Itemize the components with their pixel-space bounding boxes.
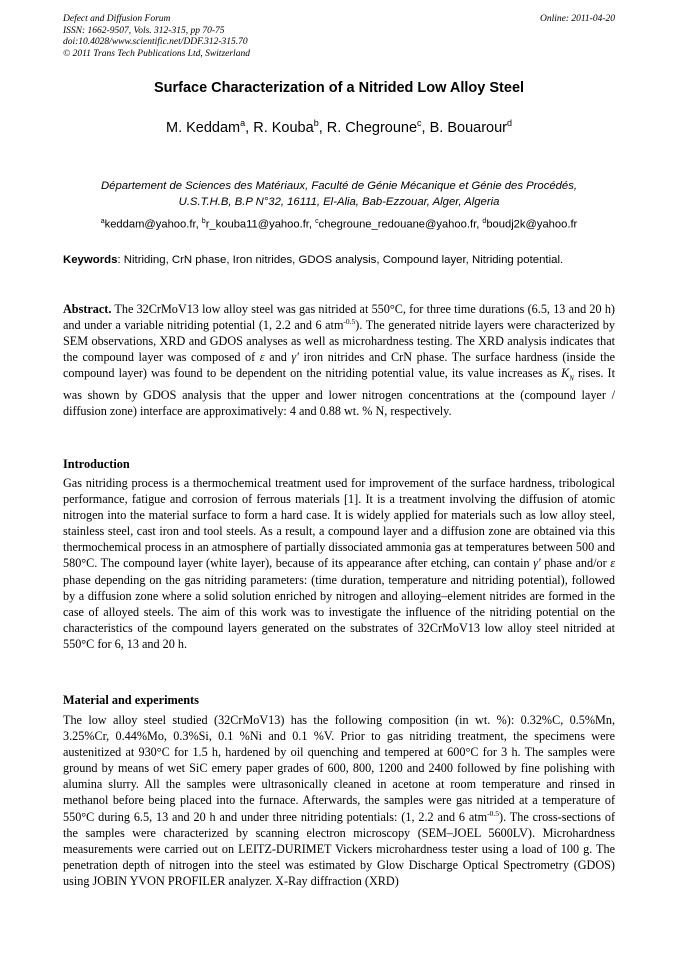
author-name: R. Kouba xyxy=(253,119,314,136)
materials-paragraph: The low alloy steel studied (32CrMoV13) has the following composition (in wt. %): 0.32%C, 0.5%Mn, 3.25%Cr, 0.44%Mo, 0.3%Si, 0.1 %Ni and 0.1 %V. Prior to gas nitriding treatment, the specimens were austenitized at 930°C for 1.5 h, hardened by oil quenching and tempered at 600°C for 3 h. The samples were ground by means of wet SiC emery paper grades of 600, 800, 1200 and 2400 followed by fine polishing with alumina slurry. All the samples were ultrasonically cleaned in acetone at room temperature and rinsed in methanol before being placed into the furnace. Afterwards, the samples were gas nitrided at a temperature of 550°C during 6.5, 13 and 20 h and under three nitriding potentials: (1, 2.2 and 6 atm$^{-0.5}$). The cross-sections of the samples were characterized by scanning electron microscopy (SEM–JOEL 5600LV). Microhardness measurements were carried out on LEITZ-DURIMET Vickers microhardness tester using a load of 100 g. The penetration depth of nitrogen into the steel was estimated by Glow Discharge Optical Spectrometry (GDOS) using JOBIN YVON PROFILER analyzer. X-Ray diffraction (XRD) xyxy=(63,713,616,888)
section-heading-introduction: Introduction xyxy=(63,457,130,471)
author-name: M. Keddam xyxy=(165,119,241,136)
doi-line: doi:10.4028/www.scientific.net/DDF.312-315.70 xyxy=(63,37,248,47)
email-mark: a xyxy=(100,218,105,225)
abstract-label: Abstract. xyxy=(63,302,112,316)
gamma-prime-symbol: γ′ xyxy=(533,556,541,571)
keywords-text: : Nitriding, CrN phase, Iron nitrides, GDOS analysis, Compound layer, Nitriding potential. xyxy=(117,254,564,266)
online-date: Online: 2011-04-20 xyxy=(539,14,615,24)
journal-name: Defect and Diffusion Forum xyxy=(63,14,171,24)
email-mark: d xyxy=(482,218,487,225)
gamma-prime-symbol: γ′ xyxy=(291,350,299,365)
author-affil-mark: b xyxy=(313,118,319,128)
author-affil-mark: d xyxy=(507,118,513,128)
email-mark: c xyxy=(315,218,319,225)
email-address[interactable]: boudj2k@yahoo.fr xyxy=(486,218,578,231)
email-address[interactable]: chegroune_redouane@yahoo.fr xyxy=(318,218,477,231)
author-affil-mark: a xyxy=(240,118,246,128)
abstract: Abstract. The 32CrMoV13 low alloy steel was gas nitrided at 550°C, for three time durations (6.5, 13 and 20 h) and under a variable nitriding potential (1, 2.2 and 6 atm$^{-0.5}$). The generated nitride layers were characterized by SEM observations, XRD and GDOS analyses as well as microhardness testing. The XRD analysis indicates that the compound layer was composed of ε and γ′ iron nitrides and CrN phase. The surface hardness (inside the compound layer) was found to be dependent on the nitriding potential value, its value increases as $K_N$ rises. It was shown by GDOS analysis that the upper and lower nitrogen concentrations at the (compound layer / diffusion zone) interface are approximatively: 4 and 0.88 wt. % N, respectively. xyxy=(63,302,615,418)
journal-header xyxy=(63,14,615,60)
keywords-label: Keywords xyxy=(63,254,118,266)
paper-title: Surface Characterization of a Nitrided Low Alloy Steel xyxy=(153,80,525,96)
kn-symbol: $K_N$ xyxy=(561,366,574,383)
affiliation-line: U.S.T.H.B, B.P N°32, 16111, El-Alia, Bab-Ezzouar, Alger, Algeria xyxy=(178,196,500,208)
keywords xyxy=(63,253,615,268)
author-name: B. Bouarour xyxy=(429,119,507,136)
author-list: M. Keddam$^a$, R. Kouba$^b$, R. Chegroune$^c$, B. Bouarour$^d$ xyxy=(165,118,513,136)
affiliation xyxy=(63,178,615,210)
author-name: R. Chegroune xyxy=(326,119,418,136)
email-mark: b xyxy=(201,218,206,225)
email-list: $^a$keddam@yahoo.fr, $^b$r_kouba11@yahoo.fr, $^c$chegroune_redouane@yahoo.fr, $^d$boudj2k@yahoo.fr xyxy=(100,218,578,231)
epsilon-symbol: ε xyxy=(610,556,615,571)
email-address[interactable]: keddam@yahoo.fr xyxy=(104,218,196,231)
email-address[interactable]: r_kouba11@yahoo.fr xyxy=(205,218,309,231)
introduction-paragraph: Gas nitriding process is a thermochemical treatment used for improvement of the surface hardness, tribological performance, fatigue and corrosion of ferrous materials [1]. It is a treatment involving the diffusion of atomic nitrogen into the material surface to form a hard case. It is widely applied for materials such as low alloy steel, stainless steel, cast iron and tool steels. As a result, a compound layer and a diffusion zone are obtained via this thermochemical process in an atmosphere of partially dissociated ammonia gas at temperatures between 500 and 580°C. The compound layer (white layer), because of its appearance after etching, can contain γ′ phase and/or ε phase depending on the gas nitriding parameters: (time duration, temperature and nitriding potential), followed by a diffusion zone where a solid solution enriched by nitrogen and alloying–element nitrides are formed in the case of alloyed steels. The aim of this work was to investigate the influence of the nitriding potential on the characteristics of the compound layers generated on the substrates of 32CrMoV13 low alloy steel nitrided at 550°C for 6, 13 and 20 h. xyxy=(63,476,615,651)
section-heading-materials: Material and experiments xyxy=(63,693,199,707)
issn-line: ISSN: 1662-9507, Vols. 312-315, pp 70-75 xyxy=(63,25,225,36)
epsilon-symbol: ε xyxy=(259,350,265,365)
affiliation-line: Département de Sciences des Matériaux, Faculté de Génie Mécanique et Génie des Procédés, xyxy=(101,180,577,192)
copyright-line: © 2011 Trans Tech Publications Ltd, Switzerland xyxy=(63,48,250,59)
author-affil-mark: c xyxy=(417,118,422,128)
